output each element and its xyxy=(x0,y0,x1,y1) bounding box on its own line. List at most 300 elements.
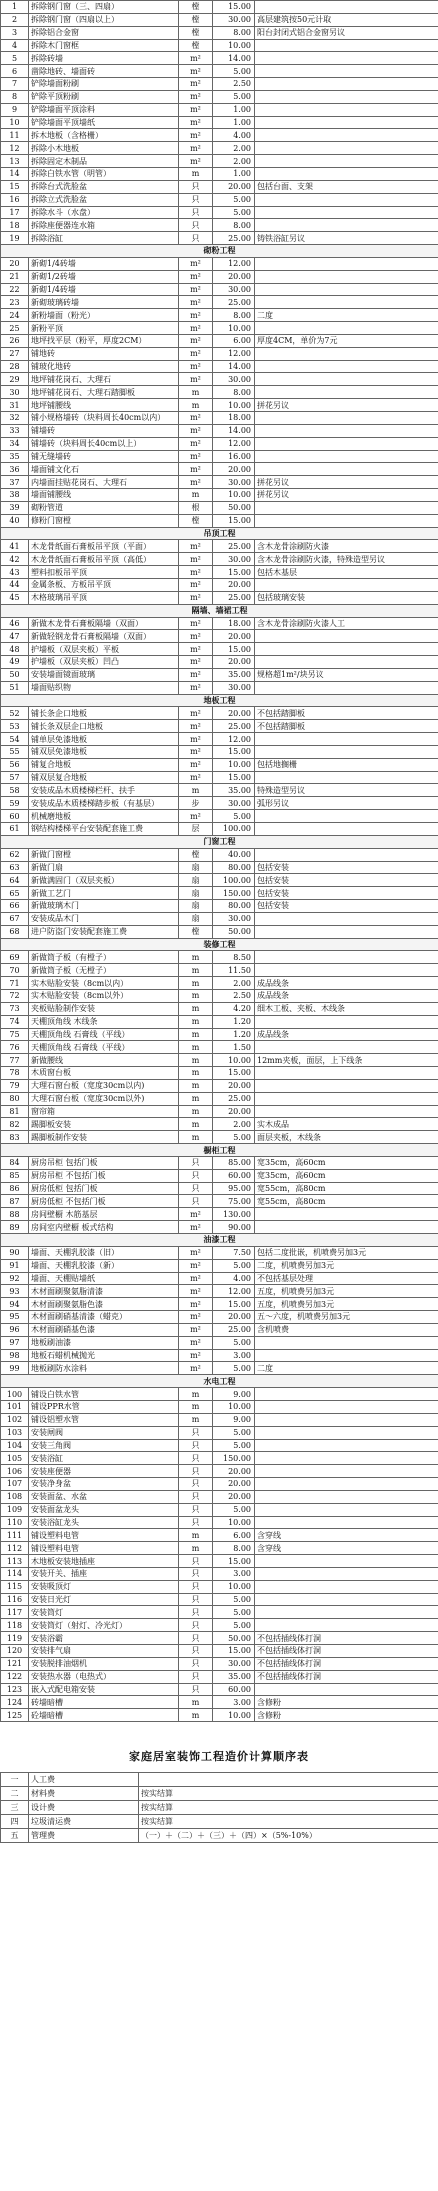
unit-cell: m² xyxy=(179,296,213,309)
row-number: 113 xyxy=(1,1555,29,1568)
unit-cell: m² xyxy=(179,437,213,450)
price-cell: 12.00 xyxy=(213,1285,255,1298)
row-number: 75 xyxy=(1,1028,29,1041)
price-cell: 2.00 xyxy=(213,155,255,168)
unit-cell: 樘 xyxy=(179,39,213,52)
row-number: 98 xyxy=(1,1349,29,1362)
table-row xyxy=(1,1028,438,1041)
row-number: 39 xyxy=(1,501,29,514)
price-cell: 20.00 xyxy=(213,630,255,643)
unit-cell: m² xyxy=(179,52,213,65)
price-cell: 25.00 xyxy=(213,296,255,309)
table-row xyxy=(1,964,438,977)
unit-cell: m xyxy=(179,399,213,412)
note-cell xyxy=(255,1567,438,1580)
note-cell xyxy=(255,912,438,925)
summary-value xyxy=(139,1773,438,1787)
table-row xyxy=(1,1683,438,1696)
table-row xyxy=(1,1657,438,1670)
note-cell xyxy=(255,656,438,669)
row-number: 89 xyxy=(1,1221,29,1234)
note-cell xyxy=(255,810,438,823)
table-row xyxy=(1,758,438,771)
section-header-row xyxy=(1,604,438,617)
row-number: 73 xyxy=(1,1002,29,1015)
note-cell xyxy=(255,1503,438,1516)
note-cell xyxy=(255,450,438,463)
unit-cell: m² xyxy=(179,424,213,437)
price-cell: 14.00 xyxy=(213,52,255,65)
note-cell: 包括台面、支架 xyxy=(255,180,438,193)
table-row xyxy=(1,1118,438,1131)
table-row xyxy=(1,360,438,373)
item-name: 铺双层复合地板 xyxy=(29,771,179,784)
unit-cell: m² xyxy=(179,1246,213,1259)
note-cell: 细木工板、夹板、木线条 xyxy=(255,1002,438,1015)
price-cell: 80.00 xyxy=(213,900,255,913)
note-cell: 五～六度，机喷费另加3元 xyxy=(255,1311,438,1324)
note-cell xyxy=(255,1478,438,1491)
note-cell xyxy=(255,1683,438,1696)
price-cell: 20.00 xyxy=(213,270,255,283)
row-number: 125 xyxy=(1,1709,29,1722)
unit-cell: 只 xyxy=(179,219,213,232)
table-row xyxy=(1,1709,438,1722)
unit-cell: 只 xyxy=(179,1426,213,1439)
item-name: 实木贴脸安装（8cm以外） xyxy=(29,989,179,1002)
item-name: 铺长条双层企口地板 xyxy=(29,720,179,733)
item-name: 铲除墙面平顶涂料 xyxy=(29,103,179,116)
note-cell xyxy=(255,1015,438,1028)
unit-cell: m² xyxy=(179,1362,213,1375)
item-name: 铺设塑料电管 xyxy=(29,1529,179,1542)
note-cell: 高层建筑按50元计取 xyxy=(255,13,438,26)
row-number: 123 xyxy=(1,1683,29,1696)
item-name: 地坪找平层（粉平，厚度2CM） xyxy=(29,334,179,347)
row-number: 32 xyxy=(1,412,29,425)
price-cell: 1.20 xyxy=(213,1015,255,1028)
summary-item: 材料费 xyxy=(29,1787,139,1801)
item-name: 新做门窗樘 xyxy=(29,848,179,861)
item-name: 窗帘箱 xyxy=(29,1105,179,1118)
unit-cell: m² xyxy=(179,1259,213,1272)
item-name: 木格玻璃吊平顶 xyxy=(29,591,179,604)
note-cell xyxy=(255,1426,438,1439)
row-number: 78 xyxy=(1,1067,29,1080)
unit-cell: m² xyxy=(179,360,213,373)
item-name: 墙面铺文化石 xyxy=(29,463,179,476)
note-cell: 不包括基层处理 xyxy=(255,1272,438,1285)
table-row xyxy=(1,1606,438,1619)
price-cell: 20.00 xyxy=(213,1105,255,1118)
price-cell: 5.00 xyxy=(213,1439,255,1452)
table-row xyxy=(1,1426,438,1439)
price-cell: 5.00 xyxy=(213,193,255,206)
unit-cell: 只 xyxy=(179,1452,213,1465)
item-name: 铺墙砖（块料周长40cm以上） xyxy=(29,437,179,450)
row-number: 92 xyxy=(1,1272,29,1285)
note-cell xyxy=(255,514,438,527)
note-cell xyxy=(255,283,438,296)
price-cell: 95.00 xyxy=(213,1182,255,1195)
table-row xyxy=(1,155,438,168)
table-row xyxy=(1,1105,438,1118)
item-name: 铲除墙面粉刷 xyxy=(29,78,179,91)
summary-number: 五 xyxy=(1,1829,29,1843)
note-cell: 规格超1m²/块另议 xyxy=(255,668,438,681)
price-table-body xyxy=(1,1,438,1722)
note-cell xyxy=(255,1619,438,1632)
unit-cell: m xyxy=(179,1092,213,1105)
price-cell: 3.00 xyxy=(213,1349,255,1362)
table-row xyxy=(1,463,438,476)
note-cell: 含木龙骨涂刷防火漆，特殊造型另议 xyxy=(255,553,438,566)
item-name: 拆除固定木制品 xyxy=(29,155,179,168)
item-name: 夹板贴脸制作安装 xyxy=(29,1002,179,1015)
row-number: 101 xyxy=(1,1400,29,1413)
row-number: 7 xyxy=(1,78,29,91)
note-cell: 包括二度批嵌，机喷费另加3元 xyxy=(255,1246,438,1259)
price-cell: 35.00 xyxy=(213,784,255,797)
table-row xyxy=(1,566,438,579)
row-number: 116 xyxy=(1,1593,29,1606)
table-row xyxy=(1,745,438,758)
unit-cell: m xyxy=(179,489,213,502)
item-name: 房间室内壁橱 板式结构 xyxy=(29,1221,179,1234)
item-name: 新做筒子板（有樘子） xyxy=(29,951,179,964)
table-row xyxy=(1,643,438,656)
unit-cell: m xyxy=(179,1529,213,1542)
price-cell: 7.50 xyxy=(213,1246,255,1259)
price-cell: 1.50 xyxy=(213,1041,255,1054)
note-cell xyxy=(255,386,438,399)
note-cell xyxy=(255,1041,438,1054)
item-name: 木材面刷硝基色漆 xyxy=(29,1323,179,1336)
item-name: 天棚顶角线 石膏线（平线） xyxy=(29,1028,179,1041)
note-cell xyxy=(255,129,438,142)
table-row xyxy=(1,193,438,206)
item-name: 踢脚板安装 xyxy=(29,1118,179,1131)
item-name: 铺玻化地砖 xyxy=(29,360,179,373)
price-cell: 16.00 xyxy=(213,450,255,463)
section-header-row xyxy=(1,1144,438,1157)
table-row xyxy=(1,1298,438,1311)
row-number: 84 xyxy=(1,1156,29,1169)
row-number: 82 xyxy=(1,1118,29,1131)
price-cell: 2.00 xyxy=(213,142,255,155)
item-name: 新砌1/4砖墙 xyxy=(29,283,179,296)
item-name: 新砌1/2砖墙 xyxy=(29,270,179,283)
row-number: 30 xyxy=(1,386,29,399)
table-row xyxy=(1,1169,438,1182)
unit-cell: 只 xyxy=(179,1593,213,1606)
note-cell: 包括地搁栅 xyxy=(255,758,438,771)
note-cell xyxy=(255,1452,438,1465)
note-cell xyxy=(255,39,438,52)
item-name: 护墙板（双层夹板）凹凸 xyxy=(29,656,179,669)
price-cell: 150.00 xyxy=(213,887,255,900)
price-cell: 50.00 xyxy=(213,1632,255,1645)
note-cell: 含修粉 xyxy=(255,1709,438,1722)
item-name: 拆除砖墙 xyxy=(29,52,179,65)
unit-cell: m² xyxy=(179,1336,213,1349)
row-number: 91 xyxy=(1,1259,29,1272)
price-cell: 8.00 xyxy=(213,219,255,232)
summary-value: 按实结算 xyxy=(139,1787,438,1801)
table-row xyxy=(1,874,438,887)
price-cell: 18.00 xyxy=(213,617,255,630)
note-cell xyxy=(255,296,438,309)
summary-item: 设计费 xyxy=(29,1801,139,1815)
unit-cell: m² xyxy=(179,90,213,103)
note-cell: 五度，机喷费另加3元 xyxy=(255,1298,438,1311)
table-row xyxy=(1,1696,438,1709)
item-name: 安装浴缸 xyxy=(29,1452,179,1465)
item-name: 天棚顶角线 石膏线（平线） xyxy=(29,1041,179,1054)
item-name: 进户防盗门安装配套施工费 xyxy=(29,925,179,938)
item-name: 安装开关、插座 xyxy=(29,1567,179,1580)
unit-cell: m² xyxy=(179,347,213,360)
item-name: 房间壁橱 木筋基层 xyxy=(29,1208,179,1221)
row-number: 36 xyxy=(1,463,29,476)
note-cell: 包括安装 xyxy=(255,900,438,913)
unit-cell: 步 xyxy=(179,797,213,810)
price-cell: 60.00 xyxy=(213,1683,255,1696)
table-row xyxy=(1,1156,438,1169)
unit-cell: 樘 xyxy=(179,514,213,527)
table-row xyxy=(1,129,438,142)
row-number: 42 xyxy=(1,553,29,566)
row-number: 102 xyxy=(1,1413,29,1426)
item-name: 安装净身盆 xyxy=(29,1478,179,1491)
row-number: 51 xyxy=(1,681,29,694)
unit-cell: 只 xyxy=(179,1516,213,1529)
unit-cell: m² xyxy=(179,643,213,656)
note-cell: 二度，机喷费另加3元 xyxy=(255,1259,438,1272)
summary-table xyxy=(0,1772,438,1843)
note-cell xyxy=(255,116,438,129)
table-row xyxy=(1,887,438,900)
item-name: 木质窗台板 xyxy=(29,1067,179,1080)
table-row xyxy=(1,977,438,990)
price-cell: 14.00 xyxy=(213,360,255,373)
price-cell: 9.00 xyxy=(213,1388,255,1401)
item-name: 安装日光灯 xyxy=(29,1593,179,1606)
row-number: 71 xyxy=(1,977,29,990)
item-name: 铺双层免漆地板 xyxy=(29,745,179,758)
item-name: 嵌入式配电箱安装 xyxy=(29,1683,179,1696)
item-name: 木材面刷硝基清漆（蜡克） xyxy=(29,1311,179,1324)
unit-cell: m² xyxy=(179,1285,213,1298)
item-name: 新做轻钢龙骨石膏板隔墙（双面） xyxy=(29,630,179,643)
item-name: 安装筒灯 xyxy=(29,1606,179,1619)
unit-cell: m xyxy=(179,1105,213,1118)
row-number: 106 xyxy=(1,1465,29,1478)
row-number: 53 xyxy=(1,720,29,733)
row-number: 11 xyxy=(1,129,29,142)
unit-cell: 樘 xyxy=(179,26,213,39)
table-row xyxy=(1,1285,438,1298)
row-number: 56 xyxy=(1,758,29,771)
unit-cell: 只 xyxy=(179,1567,213,1580)
table-row xyxy=(1,437,438,450)
note-cell: 宽35cm，高60cm xyxy=(255,1169,438,1182)
note-cell xyxy=(255,155,438,168)
note-cell: 二度 xyxy=(255,1362,438,1375)
unit-cell: m² xyxy=(179,309,213,322)
unit-cell: 只 xyxy=(179,1606,213,1619)
table-row xyxy=(1,1516,438,1529)
table-row xyxy=(1,1632,438,1645)
table-row xyxy=(1,1015,438,1028)
price-cell: 8.50 xyxy=(213,951,255,964)
item-name: 拆除钢门窗（四扇以上） xyxy=(29,13,179,26)
table-row xyxy=(1,720,438,733)
note-cell: 面层夹板，木线条 xyxy=(255,1131,438,1144)
row-number: 57 xyxy=(1,771,29,784)
note-cell xyxy=(255,733,438,746)
price-cell: 5.00 xyxy=(213,810,255,823)
table-row xyxy=(1,26,438,39)
table-row xyxy=(1,52,438,65)
summary-table-body xyxy=(1,1773,438,1843)
item-name: 安装墙面镜面玻璃 xyxy=(29,668,179,681)
unit-cell: 只 xyxy=(179,1169,213,1182)
unit-cell: m² xyxy=(179,630,213,643)
note-cell xyxy=(255,437,438,450)
item-name: 拆除木门窗框 xyxy=(29,39,179,52)
note-cell: 成品线条 xyxy=(255,989,438,1002)
table-row xyxy=(1,951,438,964)
price-cell: 30.00 xyxy=(213,797,255,810)
section-title: 门窗工程 xyxy=(1,835,438,848)
item-name: 拆木地板（含格栅） xyxy=(29,129,179,142)
unit-cell: m xyxy=(179,989,213,1002)
table-row xyxy=(1,784,438,797)
unit-cell: 樘 xyxy=(179,848,213,861)
note-cell: 含木龙骨涂刷防火漆 xyxy=(255,540,438,553)
unit-cell: m² xyxy=(179,103,213,116)
item-name: 安装面盆龙头 xyxy=(29,1503,179,1516)
row-number: 17 xyxy=(1,206,29,219)
row-number: 104 xyxy=(1,1439,29,1452)
unit-cell: 只 xyxy=(179,1465,213,1478)
section-header-row xyxy=(1,835,438,848)
row-number: 85 xyxy=(1,1169,29,1182)
unit-cell: m² xyxy=(179,656,213,669)
row-number: 31 xyxy=(1,399,29,412)
row-number: 111 xyxy=(1,1529,29,1542)
row-number: 2 xyxy=(1,13,29,26)
row-number: 105 xyxy=(1,1452,29,1465)
unit-cell: m² xyxy=(179,129,213,142)
table-row xyxy=(1,668,438,681)
note-cell: 包括安装 xyxy=(255,861,438,874)
item-name: 拆除座便器连水箱 xyxy=(29,219,179,232)
row-number: 90 xyxy=(1,1246,29,1259)
unit-cell: m² xyxy=(179,540,213,553)
note-cell xyxy=(255,681,438,694)
price-cell: 5.00 xyxy=(213,206,255,219)
price-cell: 25.00 xyxy=(213,1092,255,1105)
price-cell: 4.20 xyxy=(213,1002,255,1015)
note-cell xyxy=(255,643,438,656)
row-number: 110 xyxy=(1,1516,29,1529)
row-number: 41 xyxy=(1,540,29,553)
item-name: 木龙骨纸面石膏板吊平顶（高低） xyxy=(29,553,179,566)
table-row xyxy=(1,1002,438,1015)
row-number: 18 xyxy=(1,219,29,232)
row-number: 83 xyxy=(1,1131,29,1144)
table-row xyxy=(1,1619,438,1632)
row-number: 70 xyxy=(1,964,29,977)
row-number: 27 xyxy=(1,347,29,360)
table-row xyxy=(1,1246,438,1259)
table-row xyxy=(1,489,438,502)
row-number: 6 xyxy=(1,65,29,78)
note-cell: 实木成品 xyxy=(255,1118,438,1131)
unit-cell: m² xyxy=(179,553,213,566)
price-cell: 1.00 xyxy=(213,167,255,180)
row-number: 55 xyxy=(1,745,29,758)
unit-cell: m xyxy=(179,964,213,977)
unit-cell: 只 xyxy=(179,1580,213,1593)
unit-cell: m² xyxy=(179,257,213,270)
table-row xyxy=(1,309,438,322)
price-cell: 2.50 xyxy=(213,989,255,1002)
price-cell: 1.00 xyxy=(213,103,255,116)
item-name: 安装排气扇 xyxy=(29,1645,179,1658)
price-cell: 20.00 xyxy=(213,1490,255,1503)
table-row xyxy=(1,322,438,335)
row-number: 79 xyxy=(1,1079,29,1092)
note-cell xyxy=(255,373,438,386)
note-cell xyxy=(255,1349,438,1362)
price-cell: 3.00 xyxy=(213,1567,255,1580)
item-name: 地坪铺腰线 xyxy=(29,399,179,412)
table-row xyxy=(1,1079,438,1092)
section-header-row xyxy=(1,938,438,951)
note-cell: 宽55cm，高80cm xyxy=(255,1195,438,1208)
row-number: 23 xyxy=(1,296,29,309)
item-name: 砌粉管道 xyxy=(29,501,179,514)
row-number: 119 xyxy=(1,1632,29,1645)
unit-cell: m² xyxy=(179,334,213,347)
row-number: 118 xyxy=(1,1619,29,1632)
unit-cell: 扇 xyxy=(179,900,213,913)
note-cell xyxy=(255,925,438,938)
item-name: 铺复合地板 xyxy=(29,758,179,771)
item-name: 拆除立式洗脸盆 xyxy=(29,193,179,206)
table-row xyxy=(1,1465,438,1478)
summary-row xyxy=(1,1829,438,1843)
price-cell: 40.00 xyxy=(213,848,255,861)
note-cell: 五度，机喷费另加3元 xyxy=(255,1285,438,1298)
row-number: 114 xyxy=(1,1567,29,1580)
table-row xyxy=(1,1400,438,1413)
price-cell: 12.00 xyxy=(213,437,255,450)
unit-cell: m xyxy=(179,386,213,399)
price-cell: 85.00 xyxy=(213,1156,255,1169)
table-row xyxy=(1,553,438,566)
item-name: 厨房低柜 包括门板 xyxy=(29,1182,179,1195)
price-cell: 10.00 xyxy=(213,1054,255,1067)
unit-cell: 只 xyxy=(179,1195,213,1208)
row-number: 88 xyxy=(1,1208,29,1221)
note-cell: 包括木基层 xyxy=(255,566,438,579)
note-cell: 包括安装 xyxy=(255,874,438,887)
price-cell: 20.00 xyxy=(213,180,255,193)
